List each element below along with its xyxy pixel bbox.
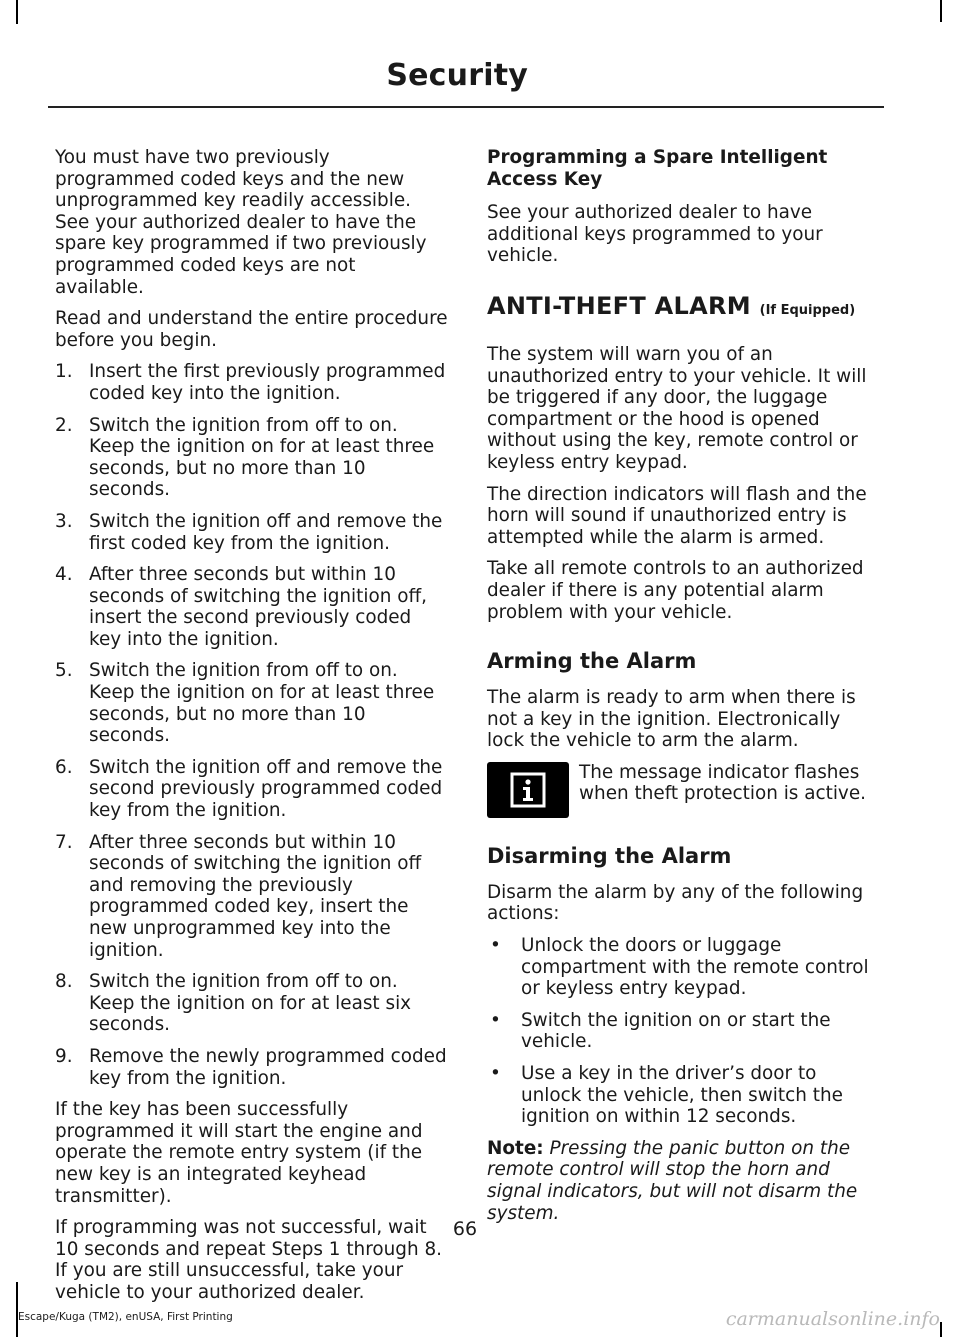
anti-theft-alarm-heading — [487, 293, 880, 324]
step-text: Switch the ignition from off to on. Keep the ignition on for at least six seconds. — [89, 971, 412, 1036]
step-number: 6. — [55, 756, 73, 778]
programming-steps — [55, 361, 448, 1089]
arming-heading: Arming the Alarm — [487, 649, 697, 674]
edition-footer: Escape/Kuga (TM2), enUSA, First Printing — [18, 1311, 233, 1323]
anti-theft-alarm-title: ANTI-THEFT ALARM — [487, 291, 751, 320]
page-number: 66 — [452, 1218, 478, 1240]
step-number: 2. — [55, 414, 73, 436]
step-item — [55, 564, 448, 650]
step-item — [55, 511, 448, 554]
step-item — [55, 1046, 448, 1089]
step-number: 8. — [55, 971, 73, 993]
step-text: Switch the ignition off and remove the first coded key from the ignition. — [89, 510, 443, 554]
intro-paragraph: You must have two previously programmed coded keys and the new unprogrammed key readily accessible. See your authorized dealer to have the spare key programmed if two previously programmed coded keys are not available. — [55, 147, 427, 298]
step-number: 4. — [55, 564, 73, 586]
step-text: Switch the ignition from off to on. Keep the ignition on for at least three seconds, but no more than 10 seconds. — [89, 660, 435, 747]
crop-mark-top-right — [940, 0, 942, 22]
step-text: Remove the newly programmed coded key from the ignition. — [89, 1045, 447, 1089]
step-item — [55, 832, 448, 962]
step-text: After three seconds but within 10 seconds of switching the ignition off, insert the second previously coded key into the ignition. — [89, 564, 427, 650]
step-item — [55, 971, 448, 1036]
disarming-heading: Disarming the Alarm — [487, 843, 732, 868]
failure-paragraph: If programming was not successful, wait 10 seconds and repeat Steps 1 through 8. If you are still unsuccessful, take your vehicle to your authorized dealer. — [55, 1217, 442, 1303]
step-text: Insert the first previously programmed coded key into the ignition. — [89, 361, 446, 404]
if-equipped-label: (If Equipped) — [759, 302, 856, 318]
step-item — [55, 415, 448, 501]
disarming-intro: Disarm the alarm by any of the following actions: — [487, 881, 864, 925]
list-item: • Use a key in the driver’s door to unlock the vehicle, then switch the ignition on within 12 seconds. — [487, 1063, 880, 1128]
left-column — [55, 147, 448, 1314]
note-text: Pressing the panic button on the remote control will stop the horn and signal indicators, but will not disarm the system. — [487, 1137, 858, 1224]
disarm-actions-list — [487, 935, 880, 1128]
spare-key-paragraph: See your authorized dealer to have additional keys programmed to your vehicle. — [487, 202, 823, 267]
crop-mark-bottom-left — [16, 1282, 18, 1337]
right-column — [487, 147, 880, 1234]
step-item — [55, 361, 448, 404]
page-title: Security — [386, 58, 528, 93]
success-paragraph: If the key has been successfully programmed it will start the engine and operate the remote entry system (if the new key is an integrated keyhead transmitter). — [55, 1099, 423, 1207]
step-number: 3. — [55, 510, 73, 532]
read-first-paragraph: Read and understand the entire procedure before you begin. — [55, 308, 448, 351]
note-label: Note: — [487, 1137, 544, 1159]
step-text: After three seconds but within 10 seconds of switching the ignition off and removing the previously programmed coded key, insert the new unprogrammed key into the ignition. — [89, 831, 422, 961]
step-text: Switch the ignition from off to on. Keep the ignition on for at least three seconds, but no more than 10 seconds. — [89, 414, 435, 501]
message-indicator-row — [487, 762, 880, 818]
list-item: • Unlock the doors or luggage compartment with the remote control or keyless entry keypad. — [487, 935, 880, 1000]
step-item — [55, 757, 448, 822]
step-item — [55, 660, 448, 746]
spare-key-heading: Programming a Spare Intelligent Access Key — [487, 147, 828, 190]
step-number: 5. — [55, 660, 73, 682]
info-icon — [487, 762, 569, 818]
alarm-paragraph-3: Take all remote controls to an authorized dealer if there is any potential alarm problem with your vehicle. — [487, 558, 864, 623]
alarm-paragraph-2: The direction indicators will flash and the horn will sound if unauthorized entry is attempted while the alarm is armed. — [487, 483, 867, 548]
watermark: carmanualsonline.info — [725, 1308, 940, 1330]
crop-mark-top-left — [16, 0, 18, 24]
alarm-paragraph-1: The system will warn you of an unauthorized entry to your vehicle. It will be triggered if any door, the luggage compartment or the hood is opened without using the key, remote control or keyless entry keypad. — [487, 343, 867, 473]
crop-mark-bottom-right — [940, 1322, 942, 1337]
note-paragraph — [487, 1138, 880, 1224]
header-divider — [48, 106, 884, 108]
step-number: 9. — [55, 1045, 73, 1067]
list-item: • Switch the ignition on or start the vehicle. — [487, 1010, 880, 1053]
message-indicator-text: The message indicator flashes when theft protection is active. — [579, 761, 866, 805]
step-number: 7. — [55, 831, 73, 853]
arming-paragraph: The alarm is ready to arm when there is not a key in the ignition. Electronically lock the vehicle to arm the alarm. — [487, 687, 856, 752]
step-text: Switch the ignition off and remove the second previously programmed coded key from the ignition. — [89, 756, 443, 822]
step-number: 1. — [55, 361, 73, 383]
